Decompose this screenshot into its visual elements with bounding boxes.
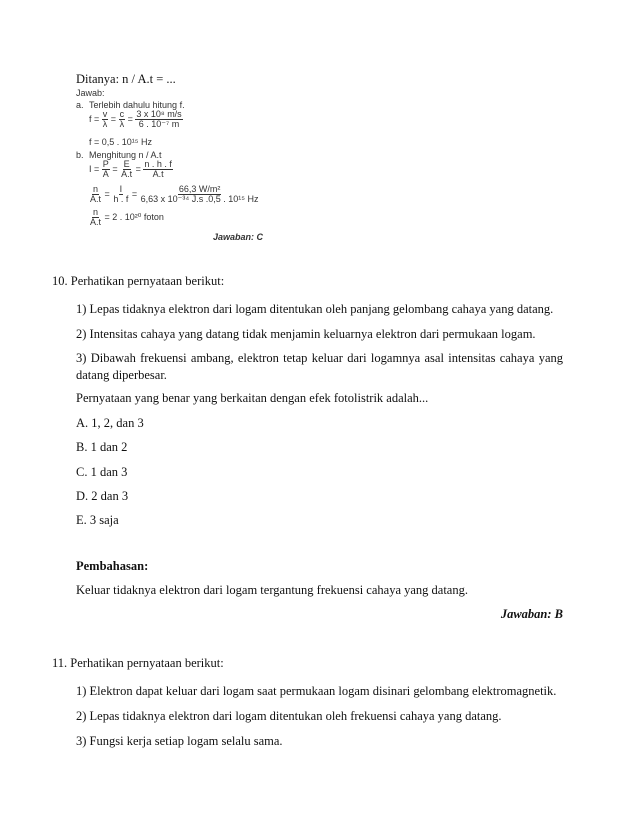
q10-heading: 10. Perhatikan pernyataan berikut: [52,274,225,288]
frequency-result: f = 0,5 . 10¹⁵ Hz [89,137,153,147]
scanned-solution [76,87,276,247]
q10-pembahasan-label: Pembahasan: [76,559,149,573]
q10-option-b: B. 1 dan 2 [76,440,128,454]
q10-option-c: C. 1 dan 3 [76,465,128,479]
speed-over-wavelength: $\frac{\text{3 x 10⁸ m/s}}{\text{6 . 10⁻⁷ m}}$ [136,109,182,129]
v-over-lambda: $\frac{v}{\lambda}$ [102,109,108,129]
q10-statement-3-line2: datang diperbesar. [76,368,167,382]
q10-option-a: A. 1, 2, dan 3 [76,416,144,430]
q10-option-e: E. 3 saja [76,513,119,527]
q11-statement-1: 1) Elektron dapat keluar dari logam saat permukaan logam disinari gelombang elektromagnetik. [76,684,557,698]
q10-pembahasan-text: Keluar tidaknya elektron dari logam tergantung frekuensi cahaya yang datang. [76,583,468,597]
ratio-formula: $\frac{n}{A.t}$ = $\frac{I}{h . f}$ = $\frac{\text{66,3 W/m²}}{\text{6,63 x 10⁻³⁴ J.s .0,5 . 10¹⁵ Hz}}$ [90,184,259,204]
ditanya-line: Ditanya: n / A.t = ... [76,72,176,86]
q10-statement-3-line1: 3) Dibawah frekuensi ambang, elektron tetap keluar dari logamnya asal intensitas cahaya yang [76,351,563,365]
q10-option-d: D. 2 dan 3 [76,489,129,503]
q11-statement-2: 2) Lepas tidaknya elektron dari logam ditentukan oleh frekuensi cahaya yang datang. [76,709,502,723]
step-b-text: Menghitung n / A.t [89,150,162,160]
photon-result: $\frac{n}{A.t}$ = 2 . 10²⁰ foton [90,207,164,227]
q10-question: Pernyataan yang benar yang berkaitan dengan efek fotolistrik adalah... [76,391,429,405]
scan-answer-c: Jawaban: C [213,232,264,242]
jawab-label: Jawab: [76,88,105,98]
step-a-text: Terlebih dahulu hitung f. [89,100,185,110]
q11-statement-3: 3) Fungsi kerja setiap logam selalu sama. [76,734,283,748]
step-b-label: b. [76,150,84,160]
q11-heading: 11. Perhatikan pernyataan berikut: [52,656,224,670]
intensity-formula: I = $\frac{P}{A}$ = $\frac{E}{A.t}$ = $\frac{n . h . f}{A.t}$ [89,159,172,179]
q10-statement-1: 1) Lepas tidaknya elektron dari logam ditentukan oleh panjang gelombang cahaya yang datang. [76,302,554,316]
q10-answer-b: Jawaban: B [500,607,563,621]
f-lhs: f = [89,113,100,124]
c-over-lambda: $\frac{c}{\lambda}$ [119,109,125,129]
step-a-label: a. [76,100,84,110]
q10-statement-2: 2) Intensitas cahaya yang datang tidak menjamin keluarnya elektron dari permukaan logam. [76,327,536,341]
frequency-formula: f = $\frac{v}{\lambda}$ = $\frac{c}{\lambda}$ = $\frac{\text{3 x 10⁸ m/s}}{\text{6 . 10⁻⁷ m}}$ [89,109,182,129]
